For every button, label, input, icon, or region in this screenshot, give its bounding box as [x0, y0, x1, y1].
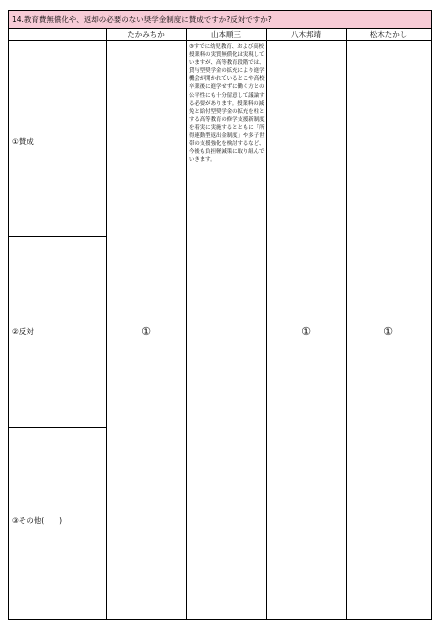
yagi-answer: ①: [301, 325, 311, 338]
option-label: ①賛成: [12, 137, 34, 146]
yamamoto-comment: ③すでに幼児教育、および高校授業料の実質無償化は実現していますが、高等教育段階では、貸与型奨学金の拡充により進学機会が開かれているとこや高校卒業後に進学せずに働く方との公平性にも十分留意して議論する必要があります。授業料の減免と給付型奨学金の拡充を柱とする高等教育の修学支援新制度を着実に実施するとともに「所得連動型返出金制度」や多子世帯の支援強化を検討するなど、今後も負担軽減策に取り組んでいきます。: [189, 44, 265, 164]
matsuki-answer: ①: [383, 325, 393, 338]
candidate-name: 八木邦靖: [291, 30, 321, 39]
candidate-name: 松木たかし: [369, 30, 408, 39]
option-divider: [9, 236, 106, 237]
column-divider: [346, 29, 347, 619]
candidate-header-row: [9, 29, 431, 41]
question-header: 14.教育費無償化や、返却の必要のない奨学金制度に賛成ですか?反対ですか?: [9, 11, 431, 29]
candidate-name: 山本順三: [211, 30, 241, 39]
column-divider: [106, 29, 107, 619]
column-divider: [266, 29, 267, 619]
column-divider: [186, 29, 187, 619]
survey-table: [8, 10, 432, 620]
candidate-name: たかみちか: [127, 30, 165, 39]
option-label: ③その他( ): [12, 516, 63, 525]
takami-answer: ①: [141, 325, 151, 338]
option-label: ②反対: [12, 327, 34, 336]
option-divider: [9, 427, 106, 428]
